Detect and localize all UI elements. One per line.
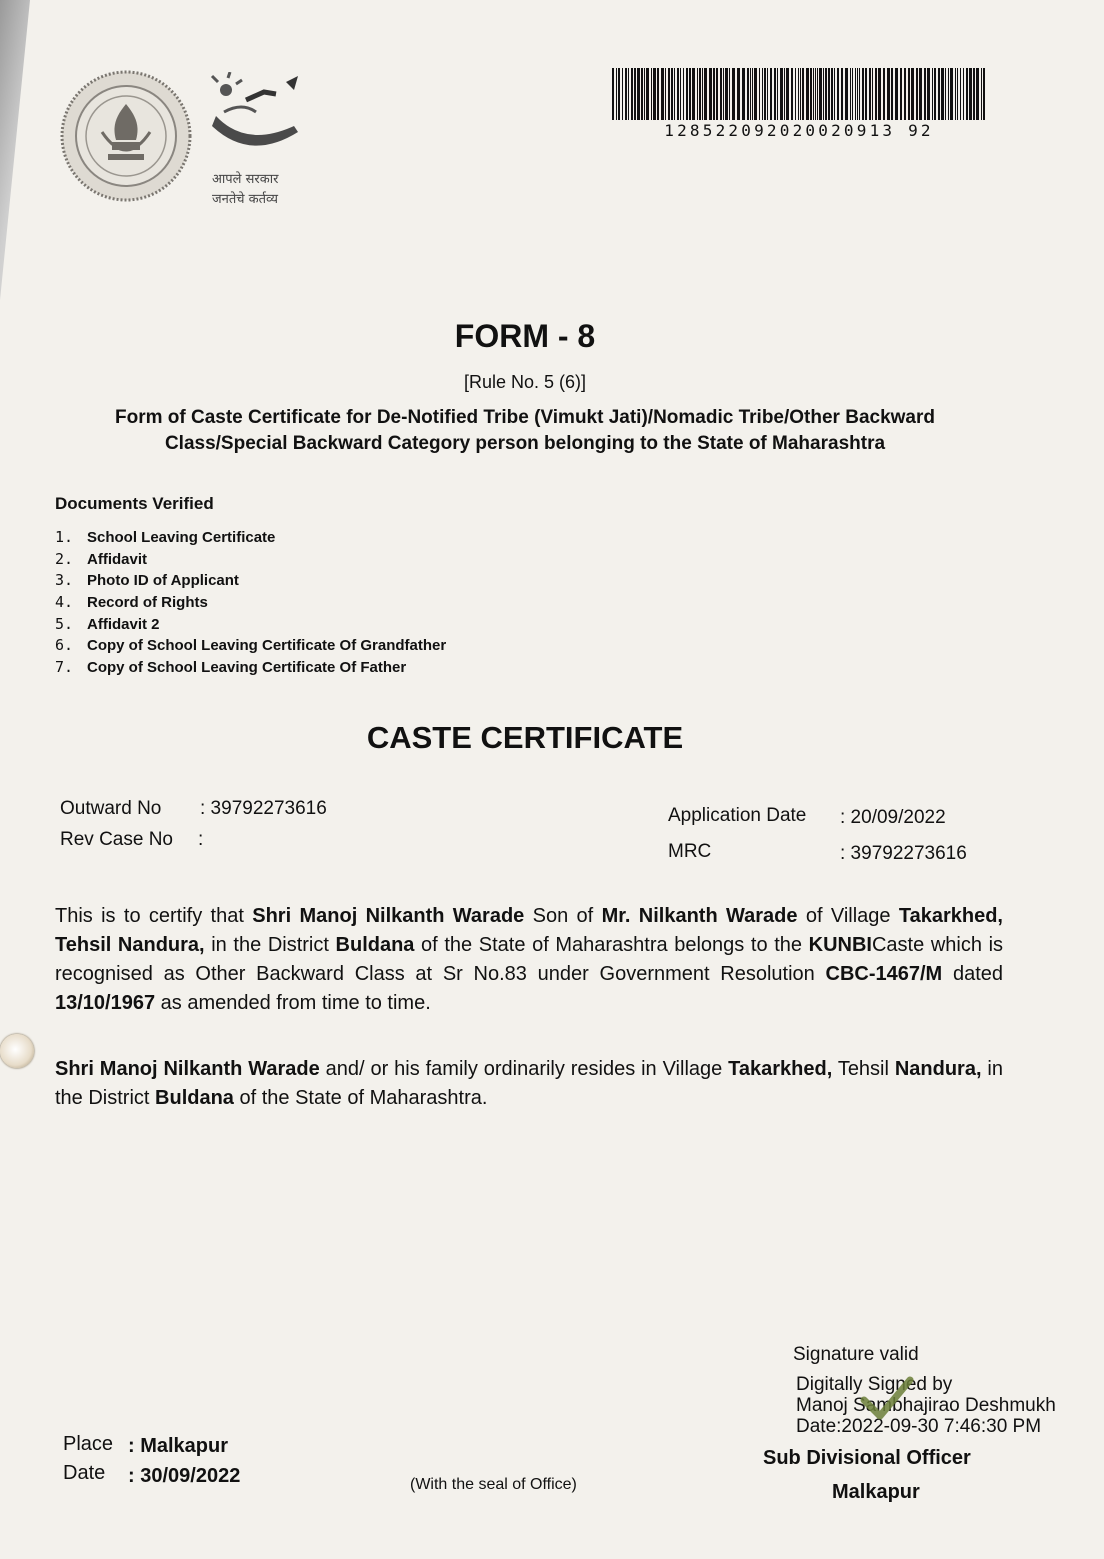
residence-paragraph xyxy=(55,1055,1003,1113)
text: Son of xyxy=(524,905,602,927)
barcode-bar xyxy=(927,68,930,120)
place-label: Place xyxy=(63,1433,114,1455)
text: Tehsil xyxy=(832,1058,895,1080)
barcode-bar xyxy=(819,68,822,120)
barcode-icon xyxy=(612,68,986,120)
barcode-bar xyxy=(869,68,871,120)
barcode-bar xyxy=(622,68,623,120)
item-number: 3. xyxy=(55,571,74,590)
item-label: Record of Rights xyxy=(87,594,208,612)
barcode-bar xyxy=(837,68,839,120)
application-date-value: : 20/09/2022 xyxy=(840,807,946,828)
digital-signature xyxy=(796,1374,1056,1437)
item-label: Photo ID of Applicant xyxy=(87,572,239,590)
item-label: Copy of School Leaving Certificate Of Grandfather xyxy=(87,637,447,655)
item-number: 1. xyxy=(55,528,74,546)
barcode-bar xyxy=(784,68,785,120)
tehsil: Nandura, xyxy=(894,1058,982,1080)
text: in the District xyxy=(55,1058,1003,1109)
list-item xyxy=(55,549,446,571)
certificate-title: CASTE CERTIFICATE xyxy=(366,720,684,755)
barcode-bar xyxy=(855,68,856,120)
barcode-bar xyxy=(828,68,830,120)
punch-hole xyxy=(0,1034,34,1068)
form-title: FORM - 8 xyxy=(454,318,596,354)
text: in the District xyxy=(204,934,336,956)
barcode-bar xyxy=(770,68,772,120)
barcode-bar xyxy=(754,68,757,120)
subtitle-line-2: Class/Special Backward Category person belonging to the State of Maharashtra xyxy=(164,433,886,454)
text: of the State of Maharashtra belongs to the xyxy=(414,934,809,956)
barcode-bar xyxy=(713,68,715,120)
barcode-bar xyxy=(747,68,749,120)
barcode-bar xyxy=(945,68,946,120)
barcode-bar xyxy=(704,68,707,120)
barcode-bar xyxy=(924,68,926,120)
list-item xyxy=(55,657,446,679)
certification-paragraph xyxy=(55,902,1003,1018)
barcode-bar xyxy=(878,68,881,120)
barcode-bar xyxy=(834,68,835,120)
barcode-bar xyxy=(720,68,722,120)
item-number: 2. xyxy=(55,549,74,568)
barcode-bar xyxy=(983,68,985,120)
list-item xyxy=(55,592,446,614)
officer-place: Malkapur xyxy=(832,1481,920,1503)
barcode-bar xyxy=(973,68,975,120)
barcode-bar xyxy=(911,68,914,120)
resolution-number: CBC-1467/M xyxy=(825,963,943,985)
barcode-bar xyxy=(680,68,681,120)
barcode-bar xyxy=(774,68,776,120)
barcode-bar xyxy=(966,68,968,120)
barcode-bar xyxy=(908,68,910,120)
barcode-bar xyxy=(634,68,636,120)
barcode-bar xyxy=(938,68,940,120)
item-number: 4. xyxy=(55,593,74,612)
barcode-bar xyxy=(960,68,961,120)
barcode-bar xyxy=(798,68,799,120)
barcode-bar xyxy=(625,68,627,120)
barcode-bar xyxy=(887,68,890,120)
text: This is to certify that xyxy=(55,905,253,927)
signature-valid: Signature valid xyxy=(793,1344,919,1365)
barcode-bar xyxy=(795,68,796,120)
barcode-bar xyxy=(637,68,640,120)
barcode-bar xyxy=(948,68,949,120)
item-label: Affidavit 2 xyxy=(87,615,160,633)
barcode-bar xyxy=(764,68,766,120)
barcode-bar xyxy=(641,68,643,120)
barcode-bar xyxy=(686,68,688,120)
barcode-bar xyxy=(916,68,918,120)
form-subtitle xyxy=(60,405,990,457)
barcode-bar xyxy=(932,68,933,120)
list-item xyxy=(55,570,446,592)
barcode-bar xyxy=(806,68,809,120)
barcode-bar xyxy=(651,68,652,120)
outward-label: Outward No xyxy=(60,798,162,819)
officer-title: Sub Divisional Officer xyxy=(763,1447,971,1469)
barcode-bar xyxy=(653,68,656,120)
barcode-bar xyxy=(823,68,824,120)
barcode-bar xyxy=(904,68,906,120)
emblem-tagline-1: आपले सरकार xyxy=(212,172,279,187)
documents-heading: Documents Verified xyxy=(55,494,214,513)
barcode-bar xyxy=(628,68,629,120)
text: dated xyxy=(942,963,1003,985)
mrc-value: : 39792273616 xyxy=(840,843,967,864)
barcode-bar xyxy=(725,68,728,120)
barcode-bar xyxy=(981,68,982,120)
barcode-bar xyxy=(895,68,898,120)
subtitle-line-1: Form of Caste Certificate for De-Notified Tribe (Vimukt Jati)/Nomadic Tribe/Other Backward xyxy=(115,407,935,428)
barcode-bar xyxy=(800,68,801,120)
barcode-bar xyxy=(813,68,814,120)
barcode-bar xyxy=(729,68,730,120)
barcode-bar xyxy=(957,68,958,120)
barcode-bar xyxy=(810,68,812,120)
barcode-bar xyxy=(825,68,827,120)
barcode-bar xyxy=(872,68,873,120)
application-date-label: Application Date xyxy=(668,805,807,826)
list-item xyxy=(55,527,446,549)
barcode-bar xyxy=(644,68,645,120)
barcode-bar xyxy=(841,68,843,120)
village-tehsil: Takarkhed, Tehsil Nandura, xyxy=(55,905,1003,956)
barcode-bar xyxy=(852,68,853,120)
barcode-bar xyxy=(777,68,778,120)
barcode-bar xyxy=(963,68,964,120)
barcode-bar xyxy=(668,68,670,120)
resolution-date: 13/10/1967 xyxy=(55,992,156,1014)
seal-note: (With the seal of Office) xyxy=(410,1476,577,1493)
government-seal-icon xyxy=(58,68,194,204)
item-label: Copy of School Leaving Certificate Of Father xyxy=(87,659,407,677)
barcode-bar xyxy=(699,68,701,120)
barcode-number: 128522092020020913 92 xyxy=(664,121,934,140)
barcode-bar xyxy=(683,68,684,120)
village: Takarkhed, xyxy=(728,1058,833,1080)
barcode-bar xyxy=(767,68,768,120)
barcode-bar xyxy=(742,68,745,120)
barcode-bar xyxy=(697,68,698,120)
barcode-bar xyxy=(723,68,724,120)
rev-case-value: : xyxy=(198,829,204,850)
barcode-bar xyxy=(692,68,695,120)
rev-case-label: Rev Case No xyxy=(60,829,173,850)
barcode-bar xyxy=(631,68,633,120)
item-number: 6. xyxy=(55,636,74,655)
item-label: Affidavit xyxy=(87,550,147,568)
barcode-bar xyxy=(750,68,751,120)
barcode-bar xyxy=(859,68,860,120)
barcode-bar xyxy=(759,68,760,120)
barcode-bar xyxy=(661,68,664,120)
caste: KUNBI xyxy=(808,934,872,956)
barcode-bar xyxy=(674,68,675,120)
signature-check-icon xyxy=(858,1370,916,1428)
barcode-bar xyxy=(919,68,922,120)
barcode-bar xyxy=(955,68,956,120)
text: as amended from time to time. xyxy=(155,992,431,1014)
barcode-bar xyxy=(646,68,649,120)
barcode-bar xyxy=(865,68,867,120)
barcode-bar xyxy=(857,68,858,120)
barcode-bar xyxy=(737,68,740,120)
list-item xyxy=(55,635,446,657)
rule-reference: [Rule No. 5 (6)] xyxy=(463,372,587,392)
date-label: Date xyxy=(63,1462,106,1484)
barcode-bar xyxy=(786,68,789,120)
barcode-bar xyxy=(900,68,902,120)
barcode-bar xyxy=(862,68,864,120)
barcode-bar xyxy=(671,68,673,120)
barcode-bar xyxy=(677,68,679,120)
barcode-bar xyxy=(883,68,885,120)
barcode-bar xyxy=(732,68,735,120)
barcode-bar xyxy=(815,68,816,120)
barcode-bar xyxy=(891,68,893,120)
barcode-bar xyxy=(762,68,763,120)
barcode-bar xyxy=(976,68,979,120)
barcode-bar xyxy=(934,68,936,120)
item-number: 5. xyxy=(55,614,74,633)
item-number: 7. xyxy=(55,658,74,677)
mrc-label: MRC xyxy=(668,841,712,862)
text: Caste which is recognised as Other Backward Class at Sr No.83 under Government Resolution xyxy=(55,934,1004,985)
barcode-bar xyxy=(752,68,753,120)
barcode-bar xyxy=(845,68,848,120)
text: of Village xyxy=(797,905,899,927)
list-item xyxy=(55,614,446,636)
barcode-bar xyxy=(817,68,818,120)
signature-date: Date:2022-09-30 7:46:30 PM xyxy=(796,1416,1042,1437)
applicant-name: Shri Manoj Nilkanth Warade xyxy=(55,1058,320,1080)
barcode-bar xyxy=(657,68,659,120)
barcode-bar xyxy=(689,68,691,120)
barcode-bar xyxy=(969,68,972,120)
district: Buldana xyxy=(155,1087,234,1109)
barcode-bar xyxy=(616,68,617,120)
barcode-bar xyxy=(618,68,620,120)
district: Buldana xyxy=(335,934,415,956)
barcode-bar xyxy=(780,68,783,120)
barcode-bar xyxy=(950,68,953,120)
barcode-bar xyxy=(831,68,833,120)
documents-list xyxy=(55,527,446,679)
barcode-bar xyxy=(665,68,666,120)
barcode-bar xyxy=(612,68,614,120)
barcode-bar xyxy=(941,68,944,120)
barcode-bar xyxy=(716,68,718,120)
barcode-bar xyxy=(791,68,793,120)
date-value: : 30/09/2022 xyxy=(128,1465,241,1487)
item-label: School Leaving Certificate xyxy=(87,529,276,546)
paper-fold-shadow xyxy=(0,0,60,300)
barcode-bar xyxy=(702,68,703,120)
barcode-bar xyxy=(850,68,851,120)
signature-line: Digitally Signed by xyxy=(796,1374,953,1395)
father-name: Mr. Nilkanth Warade xyxy=(601,905,798,927)
barcode-bar xyxy=(802,68,804,120)
emblem-tagline-2: जनतेचे कर्तव्य xyxy=(212,192,279,207)
place-value: : Malkapur xyxy=(128,1435,229,1457)
barcode-bar xyxy=(709,68,712,120)
signer-name: Manoj Sambhajirao Deshmukh xyxy=(796,1395,1056,1416)
applicant-name: Shri Manoj Nilkanth Warade xyxy=(252,905,525,927)
text: of the State of Maharashtra. xyxy=(233,1087,488,1109)
barcode-bar xyxy=(875,68,877,120)
outward-value: : 39792273616 xyxy=(200,798,327,819)
text: and/ or his family ordinarily resides in Village xyxy=(319,1058,729,1080)
